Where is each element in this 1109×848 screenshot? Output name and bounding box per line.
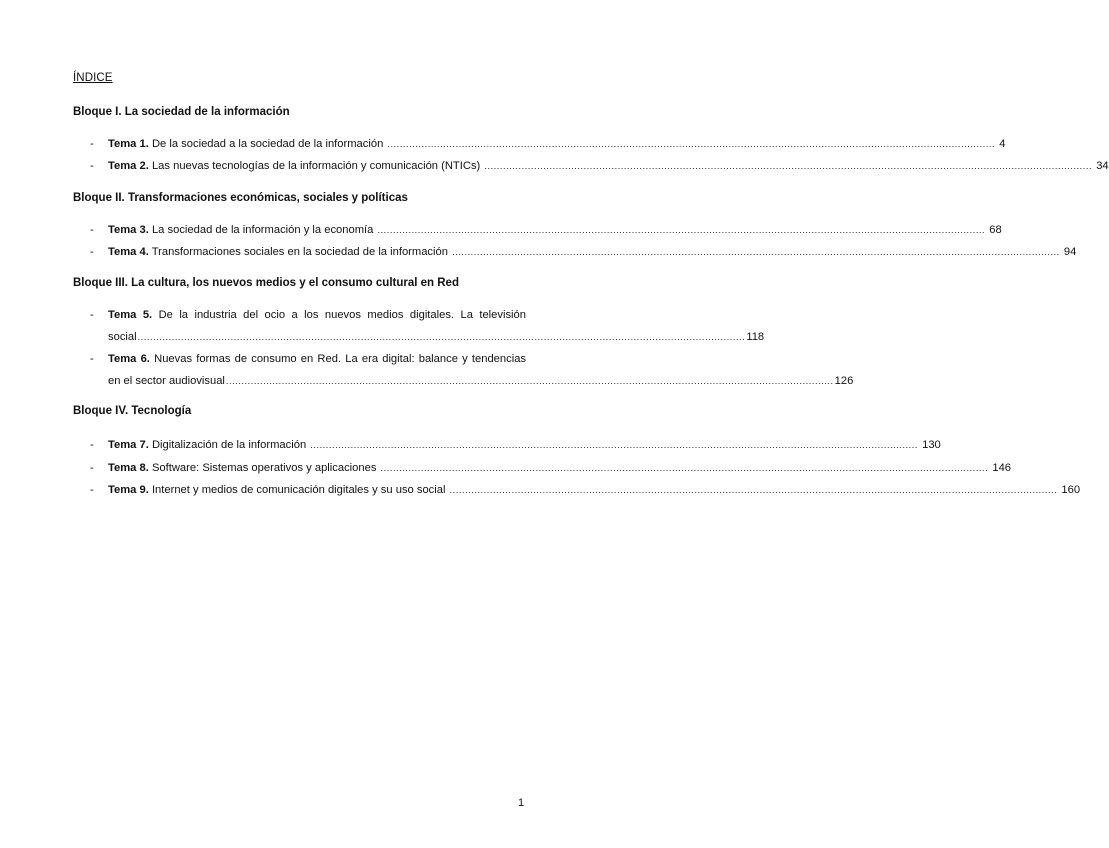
entry-label: Tema 5. [108,309,153,321]
index-title: ÍNDICE [73,72,113,84]
entry-text: Nuevas formas de consumo en Red. La era digital: balance y tendencias [154,353,527,365]
entry-label: Tema 8. [108,462,149,474]
entry-page: 94 [1063,246,1077,258]
toc-entry-tema-9[interactable] [90,479,1081,501]
entry-label: Tema 6. [108,353,150,365]
dot-leader [484,161,1092,171]
block-title-3: Bloque III. La cultura, los nuevos medios y el consumo cultural en Red [73,277,459,289]
entry-page: 146 [992,462,1012,474]
entry-page: 4 [999,138,1006,150]
entry-text: De la sociedad a la sociedad de la información [151,138,384,150]
block-title-2: Bloque II. Transformaciones económicas, sociales y políticas [73,192,408,204]
entry-text: Software: Sistemas operativos y aplicaciones [151,462,377,474]
entry-page: 68 [989,224,1002,236]
entry-text-continued: en el sector audiovisual [108,375,225,387]
dot-leader [450,485,1058,495]
bullet-dash: - [90,353,94,365]
dot-leader [381,463,989,473]
entry-text: Las nuevas tecnologías de la información y comunicación (NTICs) [151,160,481,172]
toc-entry-tema-7[interactable] [90,434,941,456]
entry-page: 126 [834,375,854,387]
toc-entry-tema-6[interactable] [90,348,854,392]
entry-label: Tema 4. [108,246,149,258]
bullet-dash: - [90,309,94,321]
dot-leader [387,139,995,149]
entry-label: Tema 3. [108,224,149,236]
entry-text: Internet y medios de comunicación digitales y su uso social [151,484,446,496]
dot-leader [310,440,918,450]
entry-label: Tema 2. [108,160,149,172]
bullet-dash: - [90,224,94,236]
toc-entry-tema-2[interactable] [90,155,1109,177]
entry-page: 118 [746,331,765,343]
dot-leader [226,370,834,392]
entry-label: Tema 1. [108,138,149,150]
toc-entry-tema-4[interactable] [90,241,1077,263]
entry-text-continued: social [108,331,137,343]
bullet-dash: - [90,484,94,496]
entry-text: Transformaciones sociales en la sociedad de la información [151,246,448,258]
toc-entry-tema-1[interactable] [90,133,1006,155]
entry-page: 160 [1061,484,1081,496]
entry-text: Digitalización de la información [151,439,307,451]
toc-entry-tema-5[interactable] [90,304,765,348]
dot-leader [138,326,746,348]
bullet-dash: - [90,439,94,451]
entry-text: La sociedad de la información y la economía [151,224,374,236]
toc-entry-tema-3[interactable] [90,219,1002,241]
bullet-dash: - [90,160,94,172]
entry-page: 130 [922,439,941,451]
entry-label: Tema 7. [108,439,149,451]
entry-text: De la industria del ocio a los nuevos medios digitales. La televisión [158,309,526,321]
entry-page: 34 [1096,160,1109,172]
block-title-4: Bloque IV. Tecnología [73,405,192,417]
bullet-dash: - [90,246,94,258]
bullet-dash: - [90,138,94,150]
block-title-1: Bloque I. La sociedad de la información [73,106,290,118]
bullet-dash: - [90,462,94,474]
entry-label: Tema 9. [108,484,149,496]
toc-entry-tema-8[interactable] [90,457,1012,479]
dot-leader [377,225,985,235]
dot-leader [452,247,1060,257]
page-number: 1 [518,797,525,809]
